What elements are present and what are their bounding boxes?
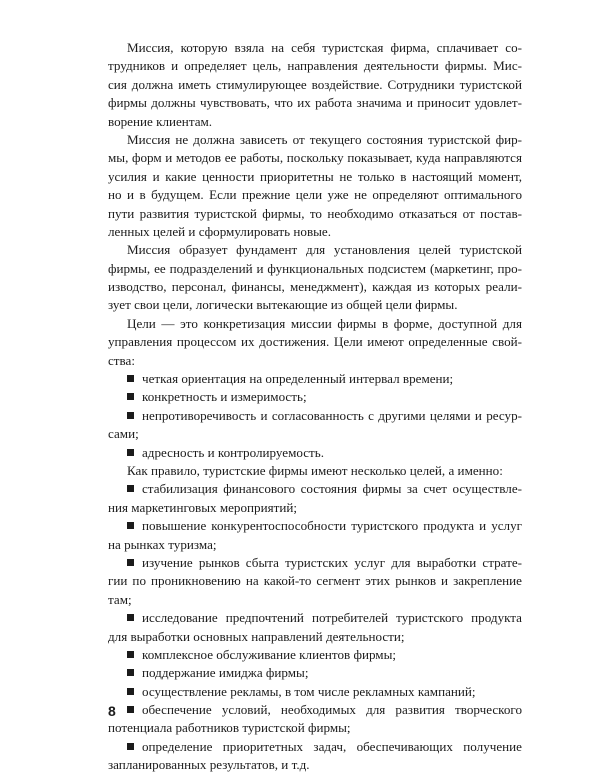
square-bullet-icon [127,706,134,713]
line-text: Миссия, которую взяла на себя туристская фирма, сплачивает со- [127,40,522,55]
line-text: ворение клиентам. [108,113,213,129]
text-line [108,223,522,241]
line-text: гии по проникновению на какой-то сегмент этих рынков и закрепление [108,573,522,589]
line-text: адресность и контролируемость. [142,444,325,460]
bullet-line [108,609,522,627]
line-text: определение приоритетных задач, обеспечивающих получение [142,738,522,754]
bullet-line [108,701,522,719]
line-text: на рынках туризма; [108,536,217,552]
line-text: обеспечение условий, необходимых для развития творческого [142,702,522,718]
square-bullet-icon [127,412,134,419]
text-line [108,425,522,443]
text-line [108,76,522,94]
bullet-line [108,480,522,498]
square-bullet-icon [127,485,134,492]
line-text: ства: [108,352,135,368]
text-line [108,241,522,259]
bullet-line [108,517,522,535]
text-line [108,278,522,296]
text-line [108,113,522,131]
text-line [108,536,522,554]
line-text: конкретность и измеримость; [142,389,307,405]
text-line [108,628,522,646]
text-line [108,462,522,480]
square-bullet-icon [127,669,134,676]
line-text: фирмы должны чувствовать, что их работа значима и приносит удовлет- [108,95,522,111]
line-text: Миссия не должна зависеть от текущего состояния туристской фир- [127,131,522,147]
bullet-line [108,738,522,756]
line-text: усилия и какие ценности приоритетны не только в настоящий момент, [108,168,522,184]
line-text: непротиворечивость и согласованность с другими целями и ресур- [142,407,522,423]
text-line [108,756,522,774]
line-text: зует свои цели, логически вытекающие из общей цели фирмы. [108,297,458,313]
bullet-line [108,444,522,462]
text-line [108,260,522,278]
text-line [108,205,522,223]
line-text: осуществление рекламы, в том числе рекламных кампаний; [142,683,476,699]
line-text: пути развития туристской фирмы, то необходимо отказаться от постав- [108,205,522,221]
line-text: запланированных результатов, и т.д. [108,757,310,773]
line-text: ленных целей и сформулировать новые. [108,223,332,239]
bullet-line [108,370,522,388]
square-bullet-icon [127,393,134,400]
text-line [108,57,522,75]
text-line [108,333,522,351]
bullet-line [108,646,522,664]
line-text: сами; [108,426,139,442]
line-text: Как правило, туристские фирмы имеют несколько целей, а именно: [127,462,503,478]
line-text: повышение конкурентоспособности туристского продукта и услуг [142,518,522,534]
bullet-line [108,407,522,425]
text-line [108,168,522,186]
text-line [108,39,522,57]
square-bullet-icon [127,375,134,382]
text-line [108,94,522,112]
text-line [108,186,522,204]
line-text: поддержание имиджа фирмы; [142,665,309,681]
line-text: управления процессом их достижения. Цели имеют определенные свой- [108,334,522,350]
line-text: ния маркетинговых мероприятий; [108,499,297,515]
line-text: для выработки основных направлений деятельности; [108,628,405,644]
line-text: трудников и определяет цель, направления деятельности фирмы. Мис- [108,58,522,74]
square-bullet-icon [127,688,134,695]
page-number: 8 [108,703,116,719]
text-line [108,296,522,314]
text-line [108,352,522,370]
square-bullet-icon [127,559,134,566]
line-text: там; [108,591,132,607]
line-text: комплексное обслуживание клиентов фирмы; [142,646,397,662]
line-text: мы, форм и методов ее работы, поскольку показывает, куда направляются [108,150,522,166]
line-text: Миссия образует фундамент для установления целей туристской [127,242,522,258]
square-bullet-icon [127,522,134,529]
bullet-line [108,554,522,572]
line-text: потенциала работников туристской фирмы; [108,720,351,736]
square-bullet-icon [127,614,134,621]
line-text: изводство, персонал, финансы, менеджмент), каждая из которых реали- [108,279,522,295]
line-text: Цели — это конкретизация миссии фирмы в форме, доступной для [127,315,522,331]
line-text: стабилизация финансового состояния фирмы за счет осуществле- [142,481,522,497]
line-text: но и в будущем. Если прежние цели уже не определяют оптимального [108,187,522,203]
text-line [108,499,522,517]
line-text: сия должна иметь стимулирующее воздействие. Сотрудники туристской [108,76,522,92]
square-bullet-icon [127,651,134,658]
body-text [108,39,522,775]
bullet-line [108,664,522,682]
square-bullet-icon [127,743,134,750]
text-line [108,131,522,149]
line-text: изучение рынков сбыта туристских услуг для выработки страте- [142,554,522,570]
text-line [108,591,522,609]
line-text: четкая ориентация на определенный интервал времени; [142,371,454,387]
text-line [108,719,522,737]
line-text: исследование предпочтений потребителей туристского продукта [142,610,522,626]
bullet-line [108,388,522,406]
text-line [108,149,522,167]
text-line [108,315,522,333]
square-bullet-icon [127,449,134,456]
text-line [108,572,522,590]
bullet-line [108,683,522,701]
line-text: фирмы, ее подразделений и функциональных подсистем (маркетинг, про- [108,260,522,276]
